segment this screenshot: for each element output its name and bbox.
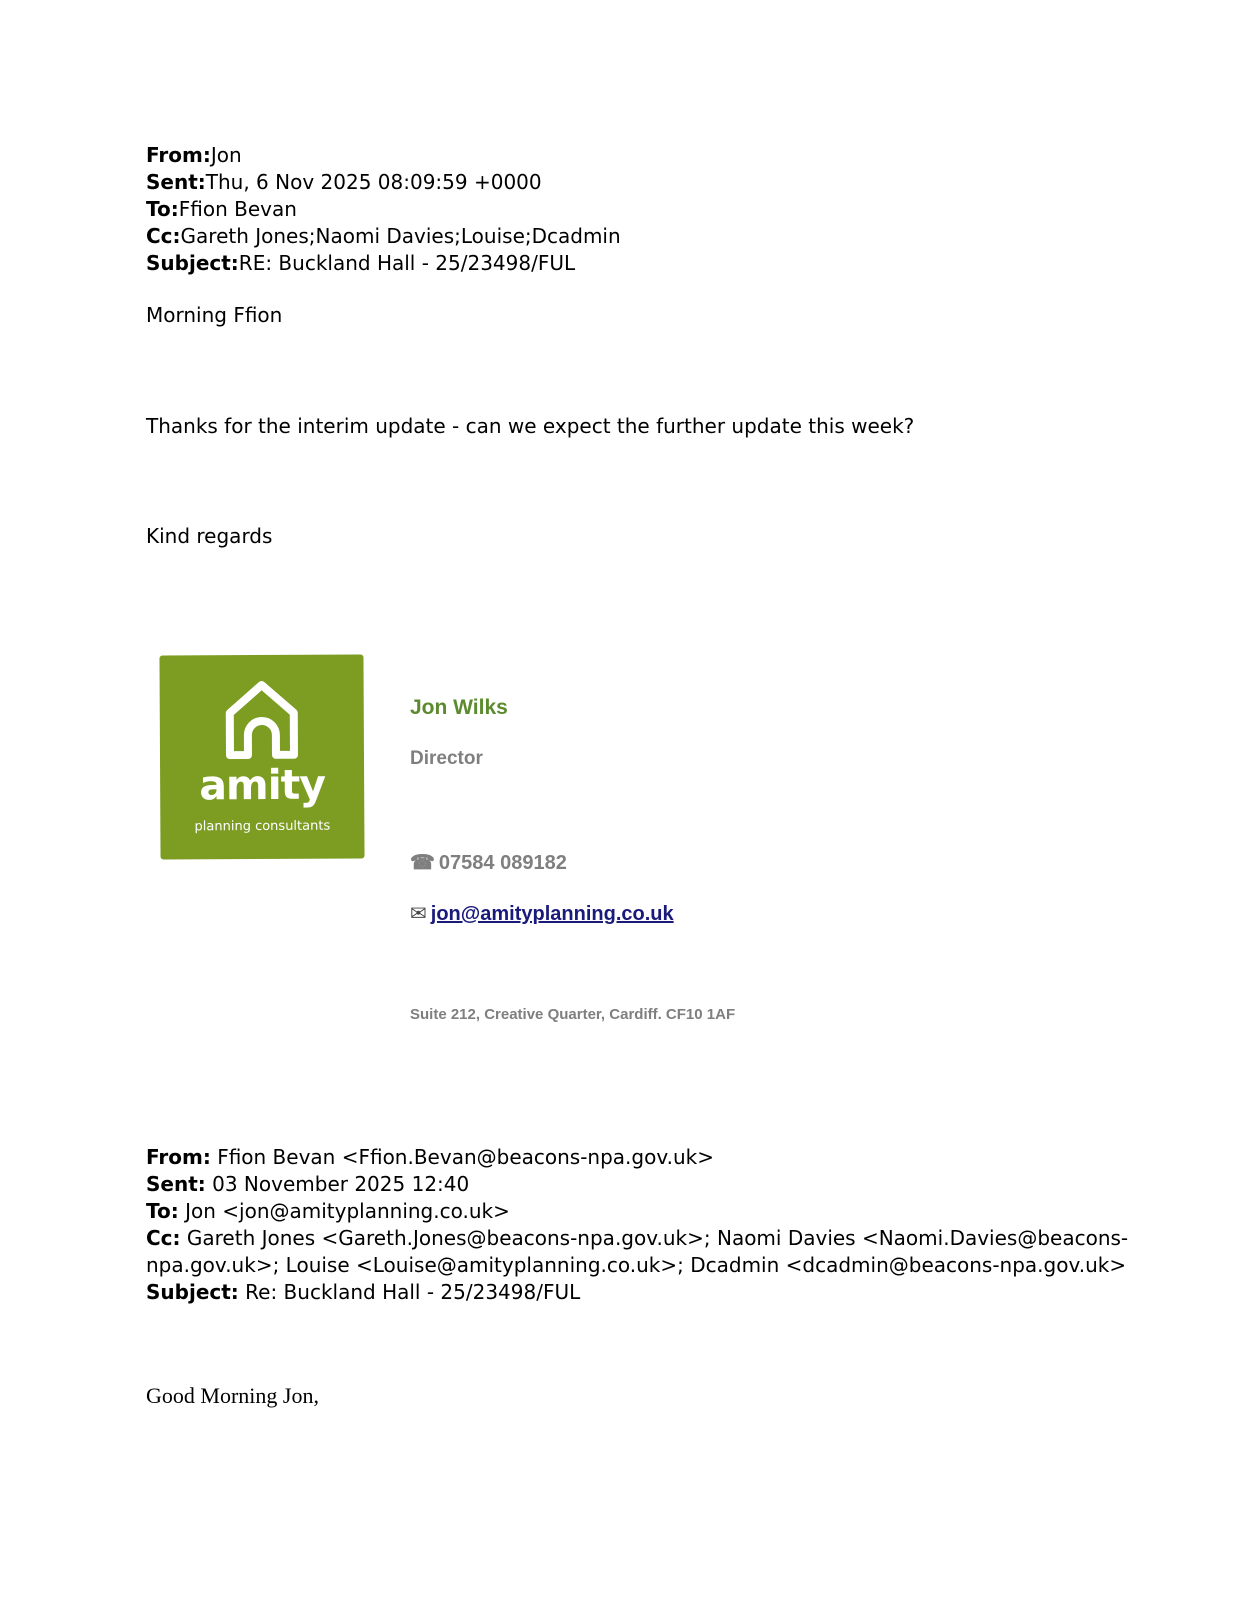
reply-greeting: Morning Ffion: [146, 303, 283, 327]
signature-name: Jon Wilks: [410, 696, 508, 719]
original-to: Jon <jon@amityplanning.co.uk>: [185, 1199, 510, 1223]
original-subject-line: Subject: Re: Buckland Hall - 25/23498/FUL: [146, 1280, 581, 1304]
phone-number: 07584 089182: [438, 852, 567, 874]
original-sent-line: Sent: 03 November 2025 12:40: [146, 1172, 470, 1196]
envelope-icon: ✉: [410, 903, 427, 925]
reply-cc-line: Cc:Gareth Jones;Naomi Davies;Louise;Dcadmin: [146, 224, 621, 248]
original-cc-line-2: npa.gov.uk>; Louise <Louise@amityplanning.co.uk>; Dcadmin <dcadmin@beacons-npa.gov.uk>: [146, 1253, 1127, 1277]
reply-sent-line: Sent:Thu, 6 Nov 2025 08:09:59 +0000: [146, 170, 542, 194]
reply-header: [146, 142, 621, 277]
original-greeting: Good Morning Jon,: [146, 1383, 319, 1408]
signature-title: Director: [410, 748, 483, 769]
logo-wordmark: amity: [199, 760, 326, 810]
signature-address: Suite 212, Creative Quarter, Cardiff. CF10 1AF: [410, 1006, 736, 1023]
original-header: [146, 1144, 1128, 1306]
signature-email: [410, 901, 674, 926]
reply-sent: Thu, 6 Nov 2025 08:09:59 +0000: [205, 170, 542, 194]
original-subject: Re: Buckland Hall - 25/23498/FUL: [245, 1280, 581, 1304]
reply-to: Ffion Bevan: [178, 197, 297, 221]
original-cc-line: Cc: Gareth Jones <Gareth.Jones@beacons-npa.gov.uk>; Naomi Davies <Naomi.Davies@beacons-: [146, 1226, 1129, 1250]
signature-phone: [410, 850, 567, 875]
house-icon: [224, 679, 300, 759]
original-from-line: From: Ffion Bevan <Ffion.Bevan@beacons-npa.gov.uk>: [146, 1145, 715, 1169]
amity-logo: [159, 654, 364, 859]
email-link[interactable]: jon@amityplanning.co.uk: [430, 903, 674, 925]
original-cc-1: Gareth Jones <Gareth.Jones@beacons-npa.gov.uk>; Naomi Davies <Naomi.Davies@beacons-: [186, 1226, 1129, 1250]
reply-signoff: Kind regards: [146, 524, 273, 548]
reply-subject-line: Subject:RE: Buckland Hall - 25/23498/FUL: [146, 251, 576, 275]
original-from: Ffion Bevan <Ffion.Bevan@beacons-npa.gov.uk>: [217, 1145, 715, 1169]
reply-cc: Gareth Jones;Naomi Davies;Louise;Dcadmin: [180, 224, 621, 248]
reply-from-line: From:Jon: [146, 143, 242, 167]
original-sent: 03 November 2025 12:40: [212, 1172, 470, 1196]
logo-tagline: planning consultants: [194, 818, 331, 835]
reply-subject: RE: Buckland Hall - 25/23498/FUL: [238, 251, 576, 275]
reply-to-line: To:Ffion Bevan: [146, 197, 297, 221]
reply-from: Jon: [210, 143, 242, 167]
phone-icon: ☎: [410, 852, 435, 874]
original-to-line: To: Jon <jon@amityplanning.co.uk>: [146, 1199, 510, 1223]
reply-body: Thanks for the interim update - can we expect the further update this week?: [146, 414, 915, 438]
